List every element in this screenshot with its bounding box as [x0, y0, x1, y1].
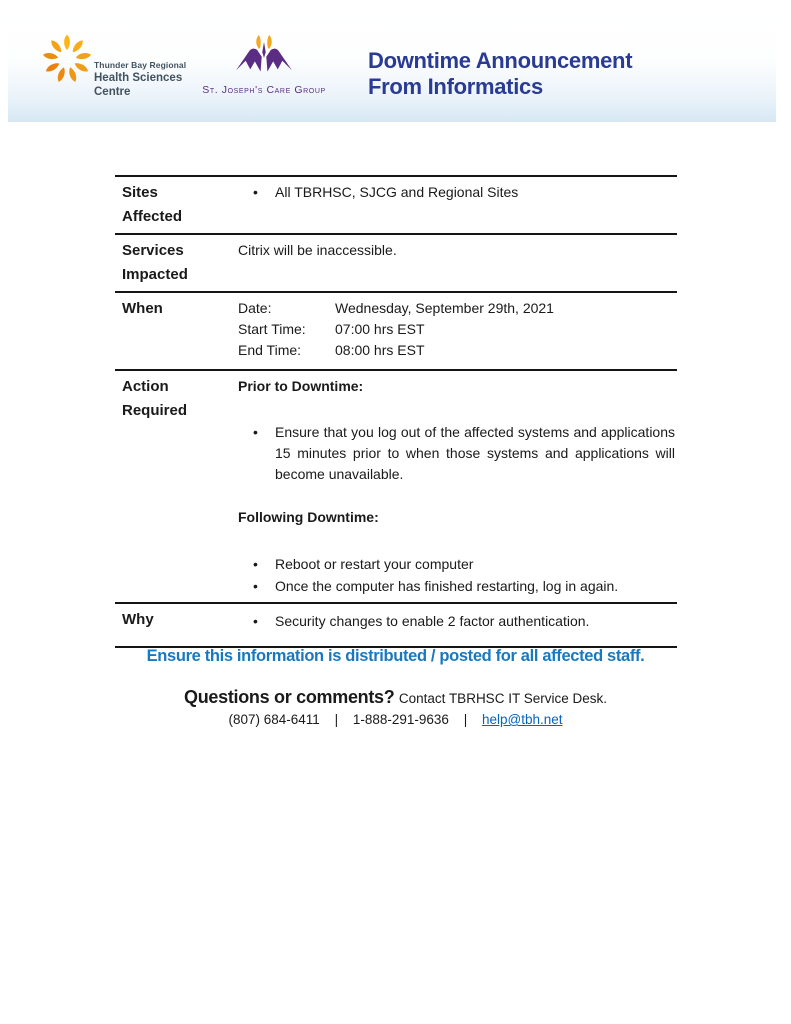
phone-tollfree: 1-888-291-9636: [352, 712, 449, 727]
when-schedule: [238, 298, 677, 361]
following-downtime-heading: Following Downtime:: [238, 509, 379, 525]
row-label: Sites Affected: [122, 184, 183, 225]
when-key: Start Time:: [238, 321, 306, 337]
bullet-item: • All TBRHSC, SJCG and Regional Sites: [238, 182, 677, 203]
questions-text: Contact TBRHSC IT Service Desk.: [398, 691, 607, 706]
downtime-table: [115, 175, 677, 648]
table-row-when: [115, 293, 677, 371]
row-label: Services Impacted: [122, 242, 188, 283]
when-key: Date:: [238, 300, 272, 316]
table-row-why: [115, 604, 677, 648]
page-title-line2: From Informatics: [368, 74, 543, 99]
when-value: 07:00 hrs EST: [335, 321, 425, 337]
row-content: [238, 177, 677, 233]
bullet-item: • Security changes to enable 2 factor authentication.: [238, 611, 677, 632]
prior-downtime-heading: Prior to Downtime:: [238, 378, 364, 394]
separator: |: [463, 712, 468, 727]
row-content: [238, 604, 677, 646]
separator: |: [334, 712, 339, 727]
bullet-item: • Once the computer has finished restarting, log in again.: [238, 576, 677, 598]
sjcg-org-name: St. Joseph's Care Group: [202, 84, 326, 96]
sjcg-logo: [198, 35, 330, 101]
row-content: Citrix will be inaccessible.: [238, 242, 397, 258]
page-title: [368, 48, 632, 100]
tbrhsc-org-line2: Health Sciences: [94, 72, 183, 84]
page-title-line1: Downtime Announcement: [368, 48, 633, 73]
when-key: End Time:: [238, 342, 302, 358]
tbrhsc-org-line3: Centre: [94, 86, 131, 98]
questions-line: [0, 687, 791, 708]
bullet-item: • Reboot or restart your computer: [238, 554, 677, 576]
when-value: Wednesday, September 29th, 2021: [335, 300, 554, 316]
email-link[interactable]: help@tbh.net: [481, 712, 563, 727]
row-label: Action Required: [122, 378, 188, 419]
header-banner: [8, 8, 776, 122]
bullet-item: • Ensure that you log out of the affected systems and applications 15 minutes prior to when those systems and applications will become unavailable.: [238, 422, 677, 485]
tbrhsc-flower-icon: [41, 32, 93, 86]
row-label: Why: [122, 611, 154, 628]
row-content: [238, 293, 677, 369]
contact-line: [0, 712, 791, 727]
tbrhsc-org-line1: Thunder Bay Regional: [94, 60, 187, 70]
phone-local: (807) 684-6411: [228, 712, 320, 727]
table-row-sites-affected: [115, 177, 677, 235]
questions-label: Questions or comments?: [184, 687, 395, 707]
row-label: When: [122, 300, 163, 317]
distribution-notice: Ensure this information is distributed / posted for all affected staff.: [146, 647, 645, 665]
when-value: 08:00 hrs EST: [335, 342, 425, 358]
row-content: [238, 371, 677, 602]
sjcg-bird-icon: [235, 35, 293, 82]
table-row-action-required: [115, 371, 677, 604]
following-downtime-list: [238, 554, 677, 597]
tbrhsc-org-name: [94, 60, 186, 99]
table-row-services-impacted: [115, 235, 677, 293]
